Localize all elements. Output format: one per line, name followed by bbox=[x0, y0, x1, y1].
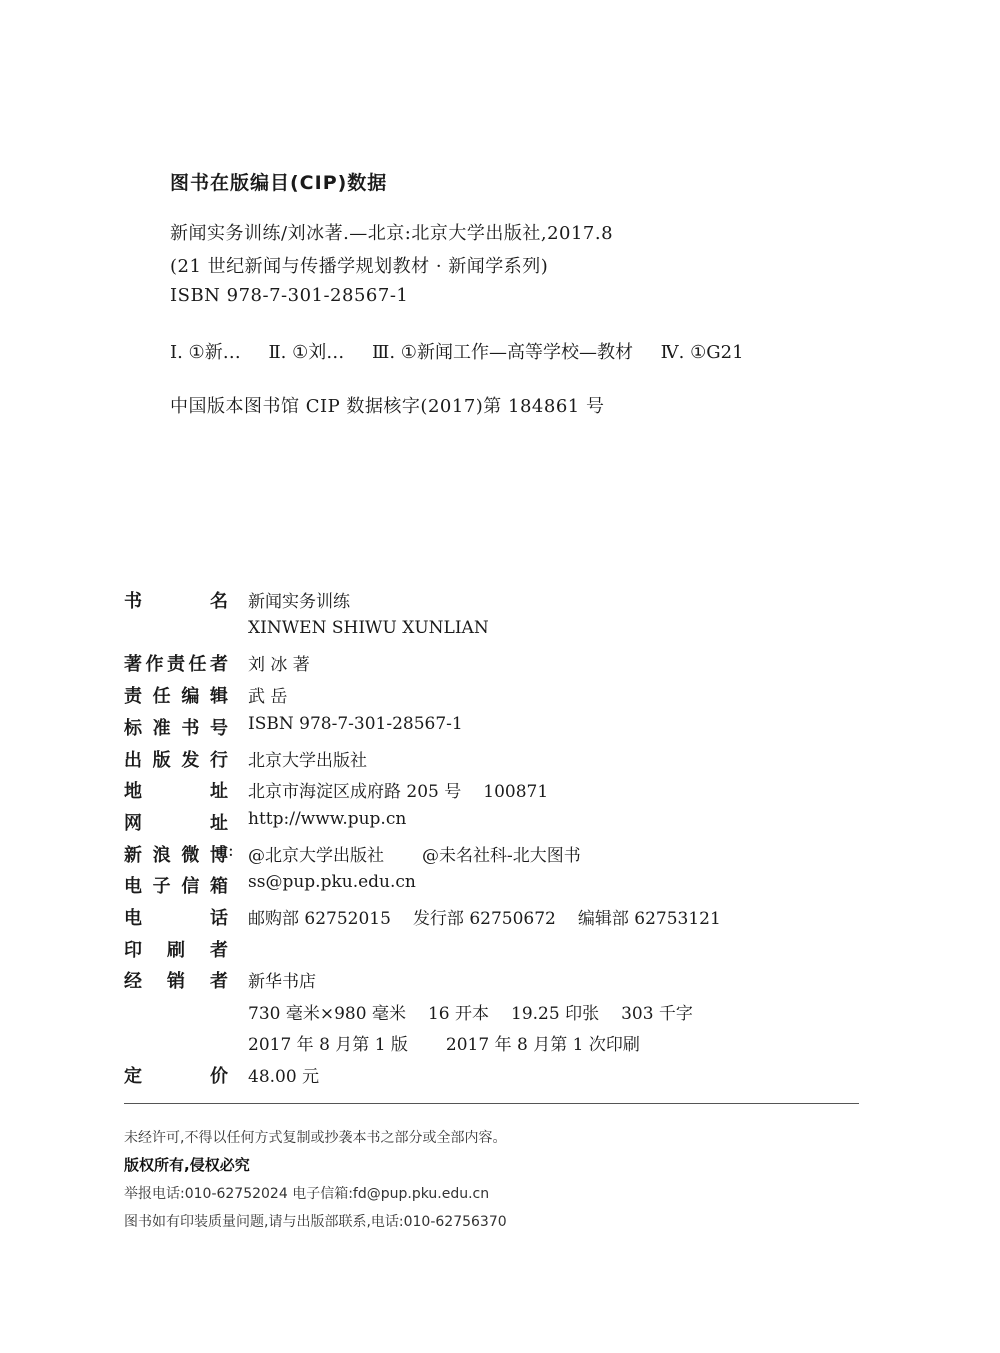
dealer-label: 经销者 bbox=[124, 971, 228, 992]
spec-sheets: 19.25 印张 bbox=[511, 1004, 600, 1024]
title-label: 书 名 bbox=[124, 591, 228, 612]
spec-size: 730 毫米×980 毫米 bbox=[248, 1004, 406, 1024]
edition: 2017 年 8 月第 1 版 bbox=[248, 1035, 408, 1055]
rights-reserved: 版权所有,侵权必究 bbox=[124, 1156, 250, 1174]
weibo-value bbox=[248, 841, 581, 866]
dealer-value: 新华书店 bbox=[248, 972, 316, 992]
footer-divider bbox=[124, 1103, 859, 1104]
price-value: 48.00 元 bbox=[248, 1067, 320, 1087]
cip-class-1: Ⅰ. ①新… bbox=[170, 342, 241, 363]
cip-isbn-line: ISBN 978-7-301-28567-1 bbox=[170, 285, 409, 306]
phone-value bbox=[248, 904, 721, 929]
phone-mail-order: 邮购部 62752015 bbox=[248, 909, 391, 929]
publisher-value: 北京大学出版社 bbox=[248, 751, 367, 771]
email-value[interactable]: ss@pup.pku.edu.cn bbox=[248, 872, 416, 892]
author-label: 著作责任者 bbox=[124, 654, 228, 675]
weibo-colon: : bbox=[228, 841, 234, 861]
edition-value bbox=[248, 1030, 640, 1055]
cip-title-line: 新闻实务训练/刘冰著.—北京:北京大学出版社,2017.8 bbox=[170, 223, 614, 244]
report-contact: 举报电话:010-62752024 电子信箱:fd@pup.pku.edu.cn bbox=[124, 1186, 490, 1202]
copyright-notice: 未经许可,不得以任何方式复制或抄袭本书之部分或全部内容。 bbox=[124, 1130, 507, 1146]
cip-class-4: Ⅳ. ①G21 bbox=[660, 342, 744, 363]
spec-format: 16 开本 bbox=[427, 1004, 489, 1024]
printer-label: 印刷者 bbox=[124, 940, 228, 961]
address-label: 地 址 bbox=[124, 781, 228, 802]
cip-record-number: 中国版本图书馆 CIP 数据核字(2017)第 184861 号 bbox=[170, 396, 605, 417]
cip-classification bbox=[170, 338, 766, 364]
weibo-account-1[interactable]: @北京大学出版社 bbox=[248, 846, 384, 866]
phone-label: 电 话 bbox=[124, 908, 228, 929]
address-text: 北京市海淀区成府路 205 号 bbox=[248, 782, 462, 802]
cip-class-2: Ⅱ. ①刘… bbox=[268, 342, 345, 363]
editor-label: 责任编辑 bbox=[124, 686, 228, 707]
specs-value bbox=[248, 999, 693, 1024]
editor-value: 武 岳 bbox=[248, 687, 288, 707]
isbn-value: ISBN 978-7-301-28567-1 bbox=[248, 714, 463, 734]
isbn-label: 标准书号 bbox=[124, 718, 228, 739]
weibo-account-2[interactable]: @未名社科-北大图书 bbox=[422, 846, 581, 866]
phone-distribution: 发行部 62750672 bbox=[412, 909, 556, 929]
author-value: 刘 冰 著 bbox=[248, 655, 310, 675]
website-value[interactable]: http://www.pup.cn bbox=[248, 809, 407, 829]
phone-editorial: 编辑部 62753121 bbox=[577, 909, 721, 929]
cip-series-line: (21 世纪新闻与传播学规划教材 · 新闻学系列) bbox=[170, 256, 549, 277]
quality-contact: 图书如有印装质量问题,请与出版部联系,电话:010-62756370 bbox=[124, 1214, 507, 1230]
website-label: 网 址 bbox=[124, 813, 228, 834]
weibo-label: 新浪微博 bbox=[124, 845, 228, 866]
cip-heading: 图书在版编目(CIP)数据 bbox=[170, 172, 388, 194]
publisher-label: 出版发行 bbox=[124, 750, 228, 771]
price-label: 定 价 bbox=[124, 1066, 228, 1087]
email-label: 电子信箱 bbox=[124, 876, 228, 897]
address-value bbox=[248, 777, 548, 802]
cip-class-3: Ⅲ. ①新闻工作—高等学校—教材 bbox=[372, 342, 633, 363]
printing: 2017 年 8 月第 1 次印刷 bbox=[445, 1035, 640, 1055]
postcode: 100871 bbox=[483, 782, 549, 802]
spec-words: 303 千字 bbox=[621, 1004, 693, 1024]
title-pinyin: XINWEN SHIWU XUNLIAN bbox=[248, 618, 489, 638]
title-value: 新闻实务训练 bbox=[248, 592, 350, 612]
